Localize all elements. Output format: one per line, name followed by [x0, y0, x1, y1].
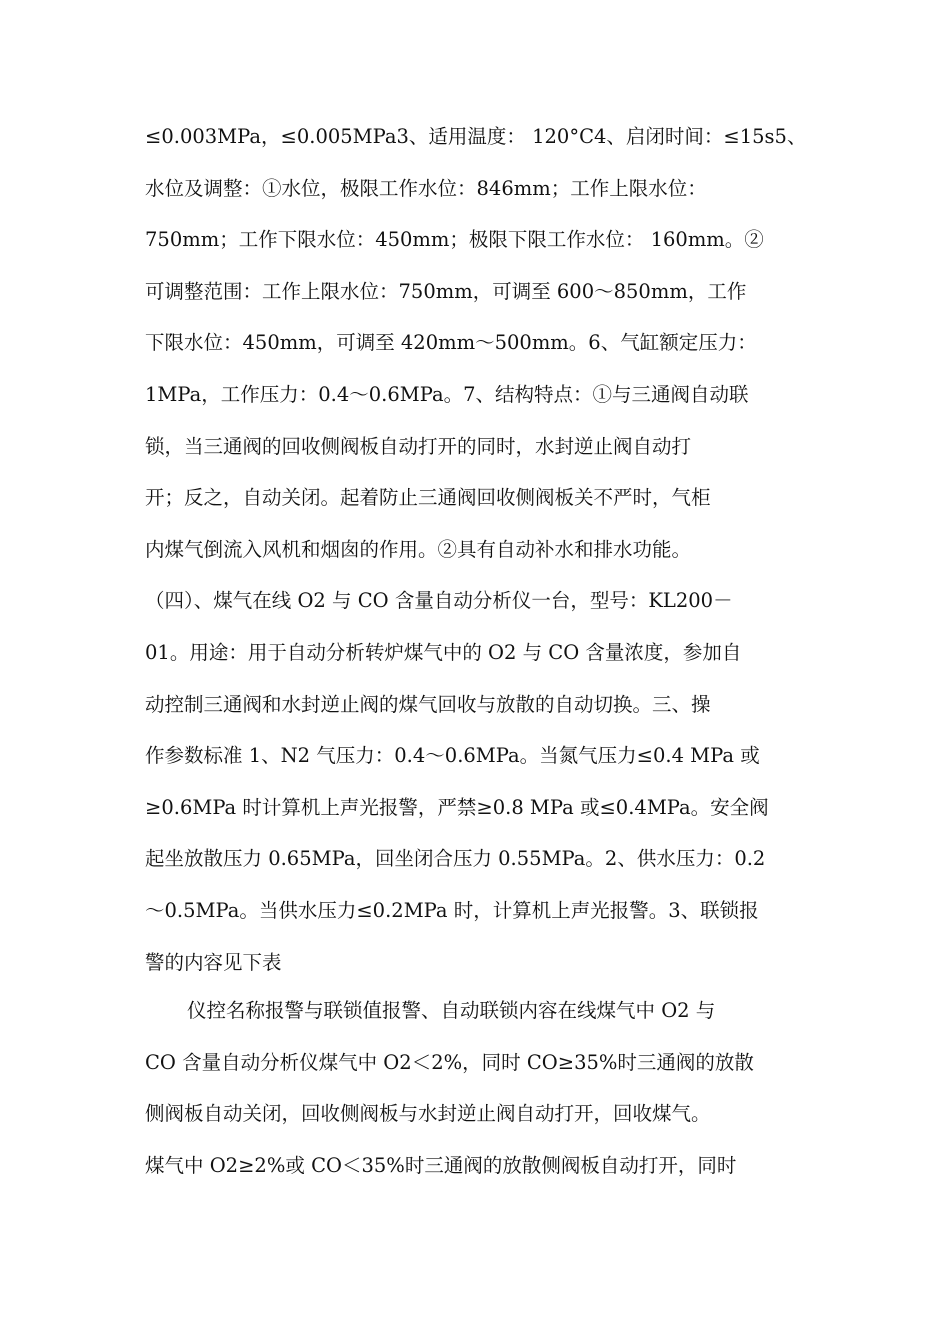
paragraph-1-line: ≤0.003MPa，≤0.005MPa3、适用温度： 120°C4、启闭时间：≤15s5、	[145, 125, 807, 148]
paragraph-1-line: 750mm；工作下限水位：450mm；极限下限工作水位： 160mm。②	[145, 228, 764, 252]
paragraph-2-line: CO 含量自动分析仪煤气中 O2＜2%，同时 CO≥35%时三通阀的放散	[145, 1050, 754, 1074]
paragraph-2	[145, 985, 825, 1191]
paragraph-2-line: 仪控名称报警与联锁值报警、自动联锁内容在线煤气中 O2 与	[187, 999, 716, 1022]
paragraph-1	[145, 111, 825, 988]
paragraph-2-line: 侧阀板自动关闭，回收侧阀板与水封逆止阀自动打开，回收煤气。	[145, 1102, 711, 1126]
paragraph-2-line: 煤气中 O2≥2%或 CO＜35%时三通阀的放散侧阀板自动打开，同时	[145, 1153, 737, 1177]
paragraph-1-line: ～0.5MPa。当供水压力≤0.2MPa 时，计算机上声光报警。3、联锁报	[145, 898, 759, 922]
paragraph-1-line: 起坐放散压力 0.65MPa，回坐闭合压力 0.55MPa。2、供水压力：0.2	[145, 847, 766, 871]
paragraph-1-line: 1MPa，工作压力：0.4～0.6MPa。7、结构特点：①与三通阀自动联	[145, 382, 749, 406]
paragraph-1-line: 下限水位：450mm，可调至 420mm～500mm。6、气缸额定压力：	[145, 331, 757, 355]
paragraph-1-line: ≥0.6MPa 时计算机上声光报警，严禁≥0.8 MPa 或≤0.4MPa。安全阀	[145, 795, 769, 819]
paragraph-1-line: 警的内容见下表	[145, 950, 282, 974]
paragraph-1-line: 开；反之，自动关闭。起着防止三通阀回收侧阀板关不严时，气柜	[145, 486, 711, 510]
paragraph-1-line: 内煤气倒流入风机和烟囱的作用。②具有自动补水和排水功能。	[145, 537, 692, 561]
paragraph-1-line: 作参数标准 1、N2 气压力：0.4～0.6MPa。当氮气压力≤0.4 MPa 或	[145, 744, 760, 768]
paragraph-1-line: （四）、煤气在线 O2 与 CO 含量自动分析仪一台，型号：KL200－	[145, 589, 733, 613]
paragraph-1-line: 动控制三通阀和水封逆止阀的煤气回收与放散的自动切换。三、操	[145, 692, 711, 716]
paragraph-1-line: 水位及调整：①水位，极限工作水位：846mm；工作上限水位：	[145, 176, 707, 200]
paragraph-1-line: 可调整范围：工作上限水位：750mm，可调至 600～850mm，工作	[145, 279, 747, 303]
paragraph-1-line: 01。用途：用于自动分析转炉煤气中的 O2 与 CO 含量浓度，参加自	[145, 640, 742, 664]
paragraph-1-line: 锁，当三通阀的回收侧阀板自动打开的同时，水封逆止阀自动打	[145, 434, 692, 458]
